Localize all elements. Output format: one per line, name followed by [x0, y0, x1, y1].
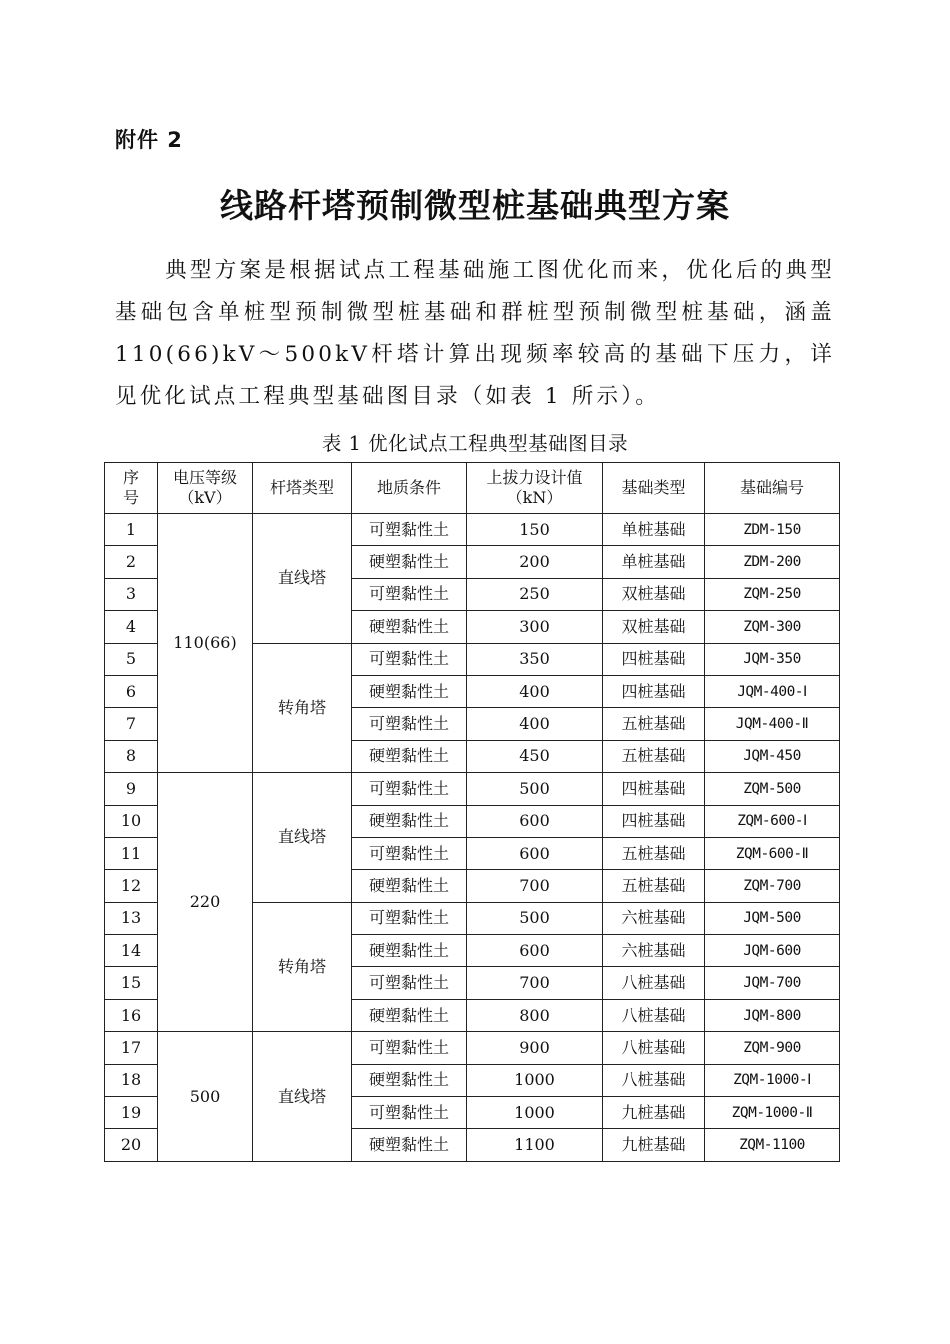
cell-seq: 8	[105, 740, 158, 772]
cell-geology: 硬塑黏性土	[352, 999, 467, 1031]
cell-uplift: 500	[467, 902, 603, 934]
cell-seq: 7	[105, 708, 158, 740]
cell-foundation-type: 四桩基础	[603, 773, 705, 805]
cell-geology: 可塑黏性土	[352, 902, 467, 934]
table-row	[105, 1032, 840, 1064]
cell-geology: 可塑黏性土	[352, 967, 467, 999]
foundation-catalog-table	[104, 462, 840, 1162]
cell-seq: 9	[105, 773, 158, 805]
cell-foundation-type: 八桩基础	[603, 1032, 705, 1064]
intro-paragraph	[115, 250, 835, 418]
cell-foundation-type: 单桩基础	[603, 514, 705, 546]
cell-voltage: 220	[158, 773, 253, 1032]
cell-uplift: 1000	[467, 1097, 603, 1129]
cell-foundation-code: ZQM-600-Ⅰ	[705, 805, 840, 837]
cell-seq: 2	[105, 546, 158, 578]
cell-foundation-type: 九桩基础	[603, 1129, 705, 1161]
header-seq-line1: 序	[122, 468, 139, 487]
cell-seq: 10	[105, 805, 158, 837]
header-voltage	[158, 463, 253, 514]
cell-geology: 硬塑黏性土	[352, 935, 467, 967]
cell-geology: 硬塑黏性土	[352, 1064, 467, 1096]
cell-foundation-code: ZQM-1100	[705, 1129, 840, 1161]
cell-uplift: 300	[467, 611, 603, 643]
cell-foundation-code: ZQM-1000-Ⅰ	[705, 1064, 840, 1096]
cell-uplift: 700	[467, 967, 603, 999]
cell-geology: 硬塑黏性土	[352, 611, 467, 643]
cell-foundation-code: JQM-700	[705, 967, 840, 999]
cell-foundation-type: 单桩基础	[603, 546, 705, 578]
cell-geology: 硬塑黏性土	[352, 1129, 467, 1161]
cell-foundation-type: 双桩基础	[603, 611, 705, 643]
cell-tower-type: 转角塔	[253, 643, 352, 773]
cell-voltage: 110(66)	[158, 514, 253, 773]
table-header-row	[105, 463, 840, 514]
cell-geology: 可塑黏性土	[352, 514, 467, 546]
cell-uplift: 400	[467, 675, 603, 707]
cell-foundation-code: ZQM-500	[705, 773, 840, 805]
cell-foundation-code: JQM-500	[705, 902, 840, 934]
cell-foundation-type: 四桩基础	[603, 805, 705, 837]
cell-tower-type: 直线塔	[253, 773, 352, 903]
cell-seq: 14	[105, 935, 158, 967]
cell-geology: 可塑黏性土	[352, 1097, 467, 1129]
header-foundation-code: 基础编号	[705, 463, 840, 514]
cell-uplift: 600	[467, 837, 603, 869]
cell-foundation-code: ZQM-600-Ⅱ	[705, 837, 840, 869]
header-uplift-line1: 上拔力设计值	[486, 468, 583, 487]
cell-geology: 硬塑黏性土	[352, 805, 467, 837]
cell-foundation-type: 四桩基础	[603, 643, 705, 675]
table-row	[105, 773, 840, 805]
cell-geology: 可塑黏性土	[352, 708, 467, 740]
cell-seq: 13	[105, 902, 158, 934]
cell-seq: 20	[105, 1129, 158, 1161]
cell-seq: 19	[105, 1097, 158, 1129]
cell-foundation-code: JQM-450	[705, 740, 840, 772]
cell-foundation-code: ZQM-250	[705, 578, 840, 610]
cell-geology: 硬塑黏性土	[352, 675, 467, 707]
cell-uplift: 500	[467, 773, 603, 805]
header-geology: 地质条件	[352, 463, 467, 514]
cell-foundation-type: 八桩基础	[603, 1064, 705, 1096]
cell-uplift: 800	[467, 999, 603, 1031]
intro-text: 典型方案是根据试点工程基础施工图优化而来，优化后的典型基础包含单桩型预制微型桩基础和群桩型预制微型桩基础，涵盖 110(66)kV～500kV杆塔计算出现频率较高的基础下压力，详见优化试点工程典型基础图目录（如表 1 所示）。	[115, 258, 835, 409]
cell-foundation-type: 九桩基础	[603, 1097, 705, 1129]
cell-uplift: 600	[467, 935, 603, 967]
cell-seq: 17	[105, 1032, 158, 1064]
cell-geology: 可塑黏性土	[352, 1032, 467, 1064]
cell-seq: 5	[105, 643, 158, 675]
cell-geology: 可塑黏性土	[352, 578, 467, 610]
cell-foundation-type: 八桩基础	[603, 967, 705, 999]
cell-voltage: 500	[158, 1032, 253, 1162]
cell-foundation-code: ZQM-900	[705, 1032, 840, 1064]
cell-foundation-code: JQM-400-Ⅱ	[705, 708, 840, 740]
cell-foundation-code: ZQM-1000-Ⅱ	[705, 1097, 840, 1129]
cell-foundation-type: 双桩基础	[603, 578, 705, 610]
cell-seq: 3	[105, 578, 158, 610]
cell-uplift: 600	[467, 805, 603, 837]
cell-geology: 硬塑黏性土	[352, 740, 467, 772]
cell-geology: 硬塑黏性土	[352, 870, 467, 902]
table-body	[105, 514, 840, 1162]
cell-foundation-type: 八桩基础	[603, 999, 705, 1031]
header-seq	[105, 463, 158, 514]
cell-uplift: 700	[467, 870, 603, 902]
table-row	[105, 514, 840, 546]
cell-foundation-code: JQM-350	[705, 643, 840, 675]
cell-foundation-code: JQM-400-Ⅰ	[705, 675, 840, 707]
cell-uplift: 900	[467, 1032, 603, 1064]
cell-foundation-code: JQM-800	[705, 999, 840, 1031]
cell-seq: 4	[105, 611, 158, 643]
cell-uplift: 350	[467, 643, 603, 675]
cell-geology: 可塑黏性土	[352, 773, 467, 805]
cell-seq: 15	[105, 967, 158, 999]
cell-foundation-type: 四桩基础	[603, 675, 705, 707]
cell-seq: 6	[105, 675, 158, 707]
cell-seq: 11	[105, 837, 158, 869]
cell-tower-type: 直线塔	[253, 1032, 352, 1162]
cell-geology: 硬塑黏性土	[352, 546, 467, 578]
cell-uplift: 150	[467, 514, 603, 546]
table-caption: 表 1 优化试点工程典型基础图目录	[321, 432, 629, 455]
cell-uplift: 400	[467, 708, 603, 740]
cell-tower-type: 直线塔	[253, 514, 352, 644]
header-voltage-line2: （kV）	[178, 488, 232, 507]
cell-uplift: 200	[467, 546, 603, 578]
document-title: 线路杆塔预制微型桩基础典型方案	[220, 186, 730, 225]
cell-foundation-code: ZQM-300	[705, 611, 840, 643]
header-tower-type: 杆塔类型	[253, 463, 352, 514]
cell-tower-type: 转角塔	[253, 902, 352, 1032]
header-foundation-type: 基础类型	[603, 463, 705, 514]
cell-seq: 18	[105, 1064, 158, 1096]
cell-foundation-code: ZDM-150	[705, 514, 840, 546]
cell-geology: 可塑黏性土	[352, 837, 467, 869]
header-uplift-line2: （kN）	[506, 488, 563, 507]
cell-foundation-type: 五桩基础	[603, 708, 705, 740]
attachment-label: 附件 2	[115, 128, 183, 152]
cell-seq: 1	[105, 514, 158, 546]
cell-foundation-type: 五桩基础	[603, 837, 705, 869]
cell-uplift: 250	[467, 578, 603, 610]
cell-seq: 16	[105, 999, 158, 1031]
cell-foundation-code: ZQM-700	[705, 870, 840, 902]
cell-uplift: 1000	[467, 1064, 603, 1096]
cell-foundation-type: 六桩基础	[603, 935, 705, 967]
cell-foundation-code: ZDM-200	[705, 546, 840, 578]
cell-foundation-type: 五桩基础	[603, 740, 705, 772]
cell-foundation-code: JQM-600	[705, 935, 840, 967]
cell-seq: 12	[105, 870, 158, 902]
cell-foundation-type: 六桩基础	[603, 902, 705, 934]
cell-geology: 可塑黏性土	[352, 643, 467, 675]
header-voltage-line1: 电压等级	[172, 468, 237, 487]
cell-foundation-type: 五桩基础	[603, 870, 705, 902]
header-seq-line2: 号	[122, 488, 139, 507]
cell-uplift: 450	[467, 740, 603, 772]
header-uplift	[467, 463, 603, 514]
cell-uplift: 1100	[467, 1129, 603, 1161]
